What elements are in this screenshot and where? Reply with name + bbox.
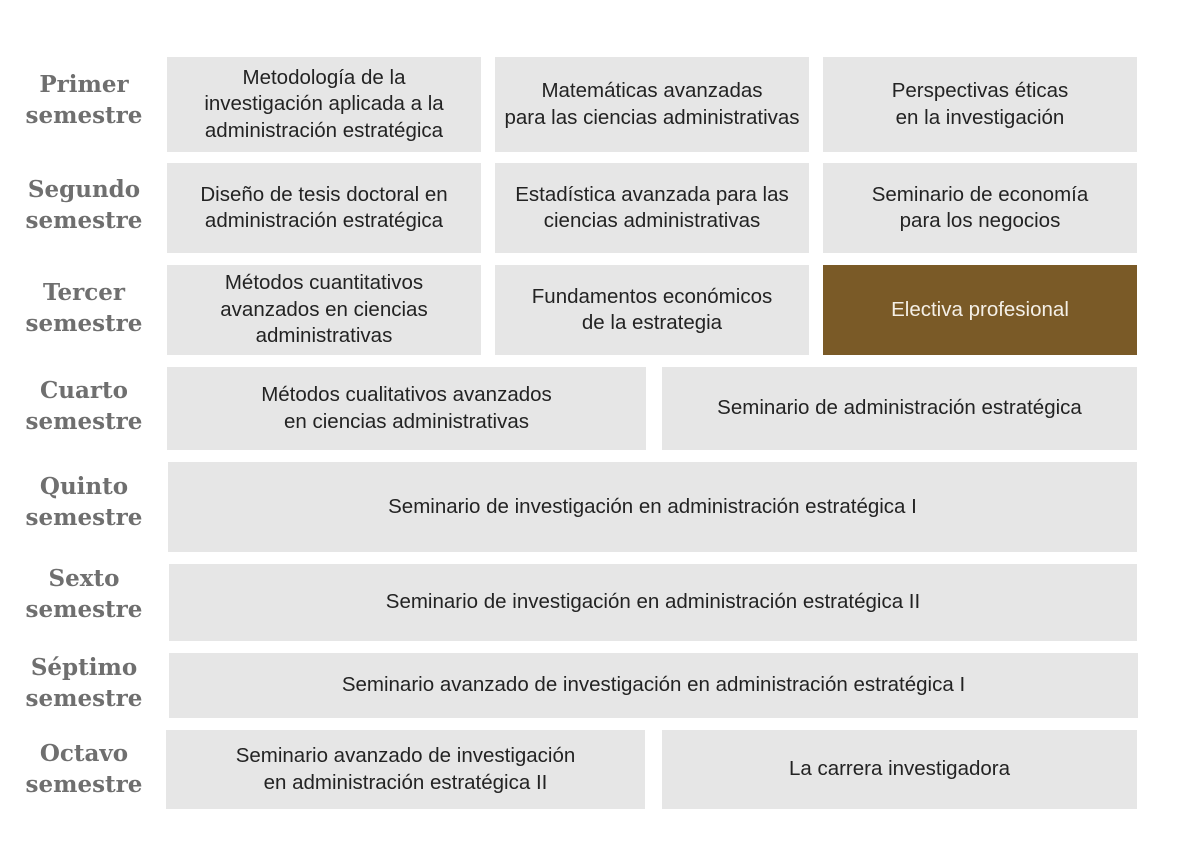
course-line: Seminario de administración estratégica [717, 396, 1082, 420]
semester-name: Cuarto [39, 377, 128, 404]
course-cell [823, 163, 1137, 253]
semester-label [18, 374, 150, 438]
course-line: Matemáticas avanzadas [541, 79, 763, 102]
course-line: de la estrategia [581, 311, 723, 334]
course-line: Seminario avanzado de investigación en administración estratégica I [341, 673, 966, 697]
course-line: en la investigación [895, 105, 1065, 129]
semester-label [18, 470, 150, 534]
semester-name: Octavo [39, 740, 129, 767]
course-line: para los negocios [899, 209, 1061, 232]
course-line: en administración estratégica II [263, 770, 548, 794]
semester-word: semestre [25, 685, 143, 712]
course-line: Perspectivas éticas [891, 79, 1069, 102]
course-line: Seminario de investigación en administración estratégica I [388, 494, 917, 518]
course-cell [495, 163, 809, 253]
course-line: para las ciencias administrativas [504, 105, 800, 129]
semester-word: semestre [25, 408, 143, 435]
course-line: avanzados en ciencias [220, 297, 428, 321]
semester-name: Segundo [27, 176, 141, 203]
course-line: Fundamentos económicos [531, 284, 773, 308]
course-line: Seminario de economía [871, 182, 1089, 206]
course-line: ciencias administrativas [543, 209, 761, 232]
semester-label [18, 68, 150, 132]
course-line: Estadística avanzada para las [515, 182, 789, 206]
semester-label [18, 562, 150, 626]
course-line: Seminario avanzado de investigación [235, 744, 576, 767]
semester-word: semestre [25, 504, 143, 531]
semester-label [18, 276, 150, 340]
semester-name: Tercer [43, 279, 125, 306]
course-line: La carrera investigadora [788, 757, 1011, 781]
semester-word: semestre [25, 207, 143, 234]
course-cell [167, 265, 481, 355]
course-line: Electiva profesional [891, 297, 1069, 321]
semester-label [18, 651, 150, 715]
course-cell-highlighted [823, 265, 1137, 355]
course-line: Diseño de tesis doctoral en [200, 182, 448, 206]
semester-word: semestre [25, 102, 143, 129]
semester-word: semestre [25, 771, 143, 798]
course-cell [168, 462, 1137, 552]
course-cell [823, 57, 1137, 152]
semester-label [18, 737, 150, 801]
course-line: administración estratégica [204, 118, 444, 142]
semester-name: Quinto [39, 473, 129, 500]
course-line: Métodos cualitativos avanzados [261, 383, 552, 406]
course-cell [167, 367, 646, 450]
semester-name: Sexto [48, 565, 120, 592]
course-cell [167, 163, 481, 253]
semester-name: Séptimo [30, 654, 138, 681]
course-line: Métodos cuantitativos [224, 271, 424, 295]
course-line: Metodología de la [242, 65, 406, 89]
course-line: investigación aplicada a la [204, 92, 444, 116]
course-line: administración estratégica [204, 209, 444, 232]
course-line: administrativas [255, 324, 393, 348]
semester-word: semestre [25, 310, 143, 337]
semester-word: semestre [25, 596, 143, 623]
course-cell [662, 730, 1137, 809]
course-cell [495, 57, 809, 152]
course-cell [169, 564, 1137, 641]
course-line: Seminario de investigación en administración estratégica II [385, 590, 921, 614]
course-cell [167, 57, 481, 152]
course-cell [169, 653, 1138, 718]
course-cell [662, 367, 1137, 450]
course-cell [166, 730, 645, 809]
semester-name: Primer [39, 71, 129, 98]
course-cell [495, 265, 809, 355]
semester-label [18, 173, 150, 237]
course-line: en ciencias administrativas [284, 409, 529, 433]
